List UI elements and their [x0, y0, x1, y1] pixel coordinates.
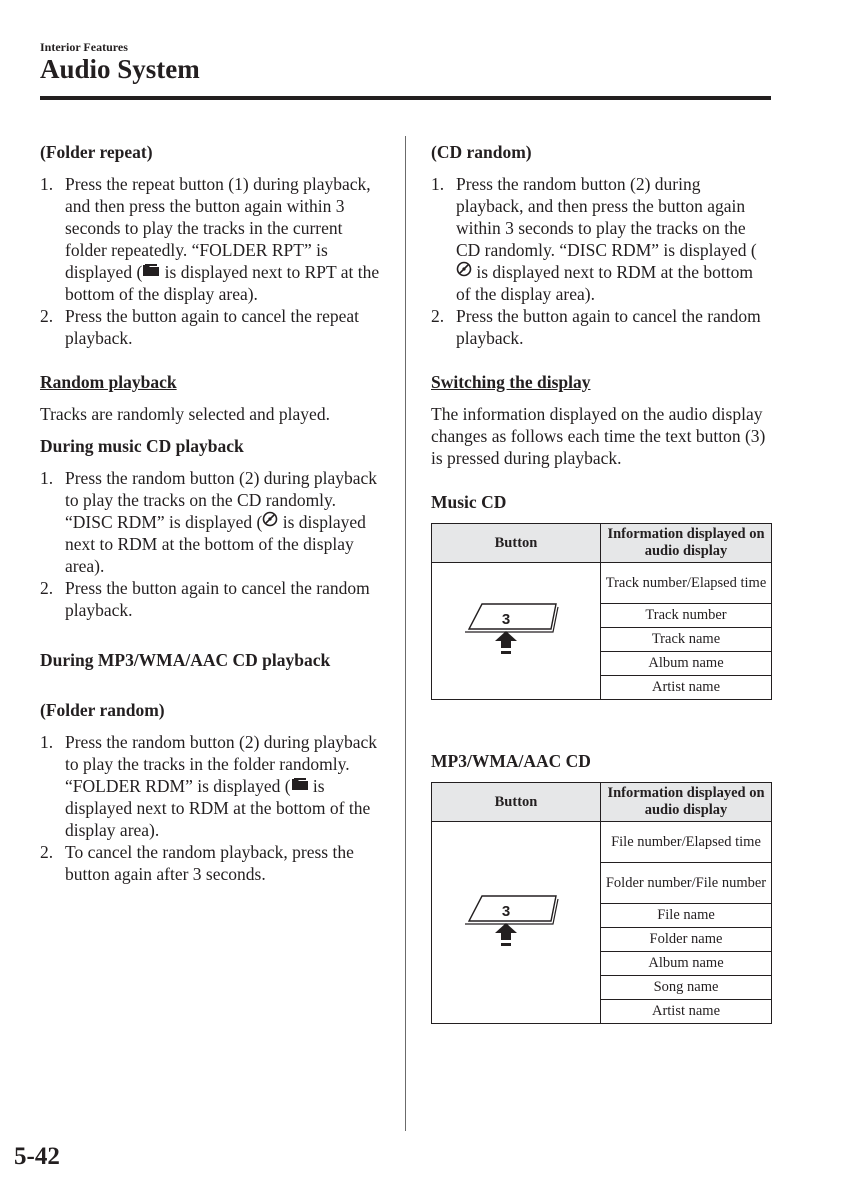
info-cell: Track name: [601, 628, 772, 652]
music-cd-steps: [40, 467, 380, 621]
info-cell: File name: [601, 904, 772, 928]
column-header-info: Information displayed on audio display: [601, 524, 772, 563]
list-item: 1. Press the random button (2) during playback, and then press the button again within 3 seconds to play the tracks on the CD randomly. “DISC RDM” is displayed ( is displayed next to RDM at the bottom of the display area).: [431, 174, 757, 304]
switching-display-intro: The information displayed on the audio display changes as follows each time the text button (3) is pressed during playback.: [431, 404, 766, 468]
column-header-button: Button: [432, 524, 601, 563]
table-row: [432, 563, 772, 604]
random-disc-icon: [456, 261, 472, 281]
list-item: 2. Press the button again to cancel the random playback.: [40, 578, 370, 620]
mp3-cd-table: [431, 782, 772, 1024]
folder-repeat-heading: (Folder repeat): [40, 142, 153, 162]
folder-random-steps: [40, 731, 380, 885]
table-header-row: [432, 524, 772, 563]
left-column: [40, 141, 380, 885]
title-rule: [40, 96, 771, 100]
text-button-graphic: [461, 601, 571, 661]
list-item: 1. Press the random button (2) during playback to play the tracks on the CD randomly. “DISC RDM” is displayed ( is displayed next to RDM at the bottom of the display area).: [40, 468, 378, 576]
folder-icon: [142, 263, 160, 281]
music-cd-table: [431, 523, 772, 700]
info-cell: Artist name: [601, 1000, 772, 1024]
press-arrow-icon: [495, 923, 517, 940]
right-column: [431, 141, 771, 1024]
folder-repeat-steps: [40, 173, 380, 349]
list-item: 1. Press the repeat button (1) during playback, and then press the button again within 3 seconds to play the tracks in the current folder repeatedly. “FOLDER RPT” is displayed ( is displayed next to RPT at the bottom of the display area).: [40, 174, 380, 304]
list-item: 2. To cancel the random playback, press the button again after 3 seconds.: [40, 842, 354, 884]
info-cell: Album name: [601, 652, 772, 676]
cd-random-heading: (CD random): [431, 142, 532, 162]
info-cell: Artist name: [601, 676, 772, 700]
list-item: 1. Press the random button (2) during playback to play the tracks in the folder randomly. “FOLDER RDM” is displayed ( is displayed next to RDM at the bottom of the display area).: [40, 732, 378, 840]
text-button-label: 3: [501, 611, 511, 628]
page-title: Audio System: [40, 54, 200, 84]
random-playback-heading: Random playback: [40, 372, 177, 392]
folder-icon: [291, 777, 309, 795]
info-cell: Folder name: [601, 928, 772, 952]
page-number: 5-42: [14, 1143, 60, 1170]
switching-display-heading: Switching the display: [431, 372, 591, 392]
random-disc-icon: [262, 511, 278, 531]
folder-random-heading: (Folder random): [40, 700, 165, 720]
info-cell: File number/Elapsed time: [601, 822, 772, 863]
text-button-label: 3: [501, 902, 511, 920]
text-button-cell: [432, 822, 601, 1024]
text-button-graphic: [461, 893, 571, 953]
section-label: Interior Features: [40, 40, 128, 54]
cd-random-steps: [431, 173, 771, 349]
info-cell: Song name: [601, 976, 772, 1000]
info-cell: Album name: [601, 952, 772, 976]
table-header-row: [432, 783, 772, 822]
info-cell: Folder number/File number: [601, 863, 772, 904]
music-cd-table-heading: Music CD: [431, 492, 507, 512]
column-header-info: Information displayed on audio display: [601, 783, 772, 822]
info-cell: Track number: [601, 604, 772, 628]
mp3-table-heading: MP3/WMA/AAC CD: [431, 751, 591, 771]
column-header-button: Button: [432, 783, 601, 822]
mp3-cd-heading: During MP3/WMA/AAC CD playback: [40, 650, 331, 670]
text-button-cell: [432, 563, 601, 700]
music-cd-heading: During music CD playback: [40, 436, 244, 456]
list-item: 2. Press the button again to cancel the repeat playback.: [40, 306, 359, 348]
table-row: [432, 822, 772, 863]
list-item: 2. Press the button again to cancel the random playback.: [431, 306, 761, 348]
press-arrow-icon: [495, 631, 517, 648]
column-divider: [405, 136, 406, 1131]
random-playback-intro: Tracks are randomly selected and played.: [40, 404, 330, 424]
info-cell: Track number/Elapsed time: [601, 563, 772, 604]
